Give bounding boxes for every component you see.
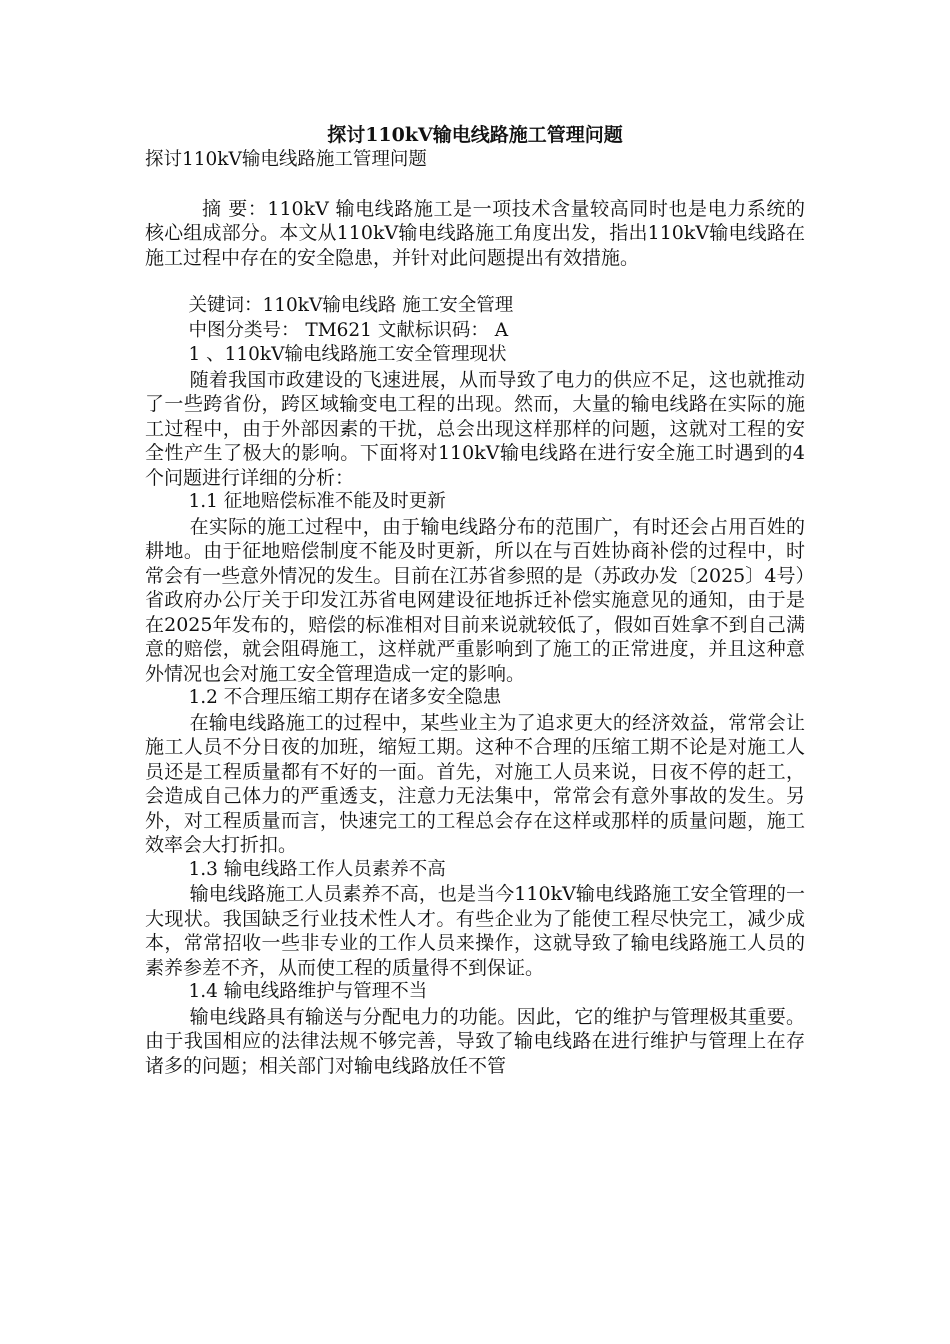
section-1-3-body: 输电线路施工人员素养不高，也是当今110kV输电线路施工安全管理的一大现状。我国缺乏行业技术性人才。有些企业为了能使工程尽快完工，减少成本，常常招收一些非专业的工作人员来操作，这就导致了输电线路施工人员的素养参差不齐，从而使工程的质量得不到保证。	[145, 883, 805, 979]
section-1-4-body: 输电线路具有输送与分配电力的功能。因此，它的维护与管理极其重要。由于我国相应的法律法规不够完善，导致了输电线路在进行维护与管理上在存诸多的问题；相关部门对输电线路放任不管	[145, 1005, 805, 1077]
document-subtitle: 探讨110kV输电线路施工管理问题	[145, 149, 427, 170]
section-1-2-heading: 1.2 不合理压缩工期存在诸多安全隐患	[188, 687, 502, 708]
metadata-block	[145, 294, 805, 343]
section-1-1-body: 在实际的施工过程中，由于输电线路分布的范围广，有时还会占用百姓的耕地。由于征地赔偿制度不能及时更新，所以在与百姓协商补偿的过程中，时常会有一些意外情况的发生。目前在江苏省参照的是（苏政办发〔2025〕4号）省政府办公厅关于印发江苏省电网建设征地拆迁补偿实施意见的通知，由于是在2025年发布的，赔偿的标准相对目前来说就较低了，假如百姓拿不到自己满意的赔偿，就会阻碍施工，这样就严重影响到了施工的正常进度，并且这种意外情况也会对施工安全管理造成一定的影响。	[145, 515, 805, 685]
section-1-body: 随着我国市政建设的飞速进展，从而导致了电力的供应不足，这也就推动了一些跨省份，跨区域输变电工程的出现。然而，大量的输电线路在实际的施工过程中，由于外部因素的干扰，总会出现这样那样的问题，这就对工程的安全性产生了极大的影响。下面将对110kV输电线路在进行安全施工时遇到的4个问题进行详细的分析：	[145, 368, 805, 489]
classification-line: 中图分类号： TM621 文献标识码： A	[188, 319, 509, 341]
abstract-paragraph: 摘 要：110kV 输电线路施工是一项技术含量较高同时也是电力系统的核心组成部分。本文从110kV输电线路施工角度出发，指出110kV输电线路在施工过程中存在的安全隐患，并针对此问题提出有效措施。	[145, 197, 805, 269]
document-page	[145, 122, 805, 1078]
keywords-line: 关键词：110kV输电线路 施工安全管理	[188, 295, 514, 316]
section-1-heading: 1 、110kV输电线路施工安全管理现状	[188, 344, 507, 365]
document-title: 探讨110kV输电线路施工管理问题	[327, 124, 623, 146]
section-1-2-body: 在输电线路施工的过程中，某些业主为了追求更大的经济效益，常常会让施工人员不分日夜的加班，缩短工期。这种不合理的压缩工期不论是对施工人员还是工程质量都有不好的一面。首先，对施工人员来说，日夜不停的赶工，会造成自己体力的严重透支，注意力无法集中，常常会有意外事故的发生。另外，对工程质量而言，快速完工的工程总会存在这样或那样的质量问题，施工效率会大打折扣。	[145, 711, 805, 856]
section-1-1-heading: 1.1 征地赔偿标准不能及时更新	[188, 491, 446, 512]
section-1-4-heading: 1.4 输电线路维护与管理不当	[188, 981, 428, 1002]
section-1-3-heading: 1.3 输电线路工作人员素养不高	[188, 858, 446, 880]
